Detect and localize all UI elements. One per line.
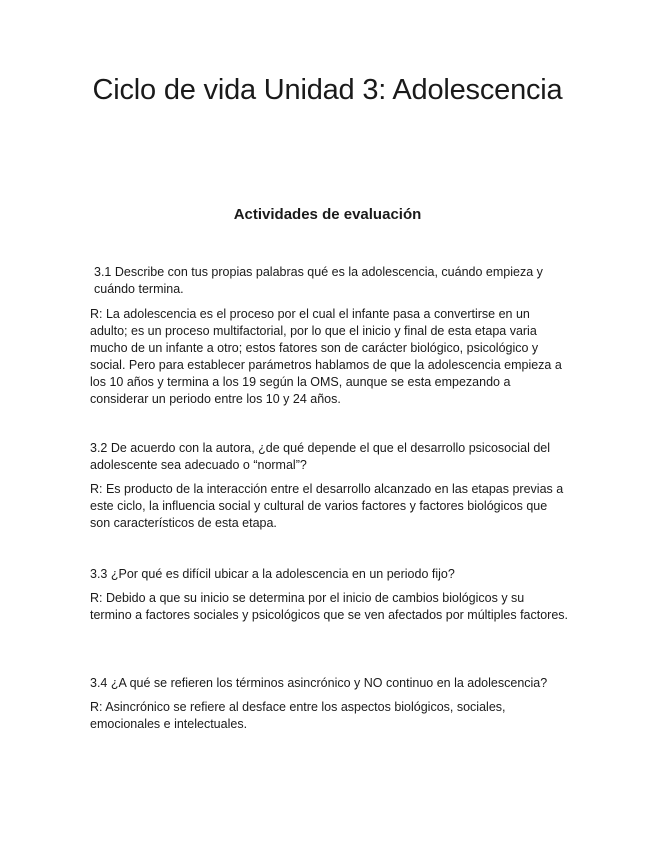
- answer-3-3: R: Debido a que su inicio se determina por el inicio de cambios biológicos y su termino a factores sociales y psicológicos que se ven afectados por múltiples factores.: [90, 591, 569, 622]
- section-subtitle: Actividades de evaluación: [233, 206, 422, 223]
- answer-3-2: R: Es producto de la interacción entre el desarrollo alcanzado en las etapas previas a este ciclo, la influencia social y cultural de varios factores y factores biológicos que son característicos de esta etapa.: [90, 482, 564, 530]
- page-title: Ciclo de vida Unidad 3: Adolescencia: [92, 74, 563, 106]
- question-3-2: 3.2 De acuerdo con la autora, ¿de qué depende el que el desarrollo psicosocial del adolescente sea adecuado o “normal”?: [90, 441, 551, 472]
- question-3-4: 3.4 ¿A qué se refieren los términos asincrónico y NO continuo en la adolescencia?: [90, 676, 548, 690]
- question-3-3: 3.3 ¿Por qué es difícil ubicar a la adolescencia en un periodo fijo?: [90, 567, 455, 581]
- answer-3-4: R: Asincrónico se refiere al desface entre los aspectos biológicos, sociales, emocionales e intelectuales.: [90, 700, 506, 731]
- answer-3-1: R: La adolescencia es el proceso por el cual el infante pasa a convertirse en un adulto; es un proceso multifactorial, por lo que el inicio y final de esta etapa varia mucho de un infante a otro; estos fatores son de carácter biológico, psicológico y social. Pero para establecer parámetros hablamos de que la adolescencia empieza a los 10 años y termina a los 19 según la OMS, aunque se esta empezando a considerar un periodo entre los 10 y 24 años.: [90, 307, 562, 406]
- question-3-1: 3.1 Describe con tus propias palabras qué es la adolescencia, cuándo empieza y cuándo termina.: [94, 265, 543, 296]
